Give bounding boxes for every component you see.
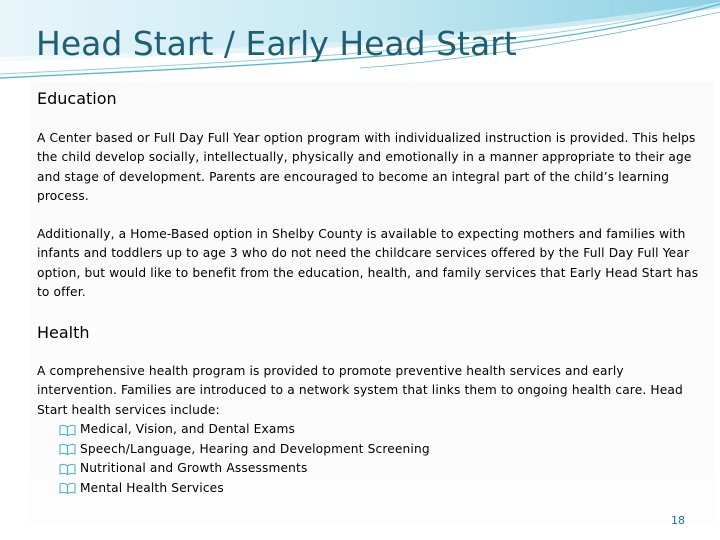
slide-title: Head Start / Early Head Start <box>36 24 517 63</box>
education-heading: Education <box>37 89 117 108</box>
list-item <box>59 440 430 460</box>
page-number: 18 <box>671 514 685 527</box>
health-heading: Health <box>37 323 90 342</box>
health-services-list <box>59 420 430 498</box>
open-book-icon <box>59 424 76 436</box>
service-label: Medical, Vision, and Dental Exams <box>80 422 296 436</box>
service-label: Mental Health Services <box>80 480 224 495</box>
list-item <box>59 459 430 479</box>
list-item <box>59 420 430 440</box>
open-book-icon <box>59 463 76 475</box>
education-paragraph-home-based: Additionally, a Home-Based option in Shelby County is available to expecting mothers and families with infants and toddlers up to age 3 who do not need the childcare services offered by the Full Day Full Year option, but would like to benefit from the education, health, and family services that Early Head Start has to offer. <box>37 227 699 299</box>
education-paragraph-center-based: A Center based or Full Day Full Year option program with individualized instruction is provided. This helps the child develop socially, intellectually, physically and emotionally in a manner appropriate to their age and stage of development. Parents are encouraged to become an integral part of the child’s learning process. <box>37 131 696 203</box>
service-label: Nutritional and Growth Assessments <box>80 461 308 475</box>
open-book-icon <box>59 443 76 455</box>
open-book-icon <box>59 482 76 494</box>
list-item <box>59 479 430 499</box>
health-paragraph: A comprehensive health program is provided to promote preventive health services and early intervention. Families are introduced to a network system that links them to ongoing health care. Head Start health services include: <box>37 364 683 417</box>
service-label: Speech/Language, Hearing and Development Screening <box>80 441 430 456</box>
